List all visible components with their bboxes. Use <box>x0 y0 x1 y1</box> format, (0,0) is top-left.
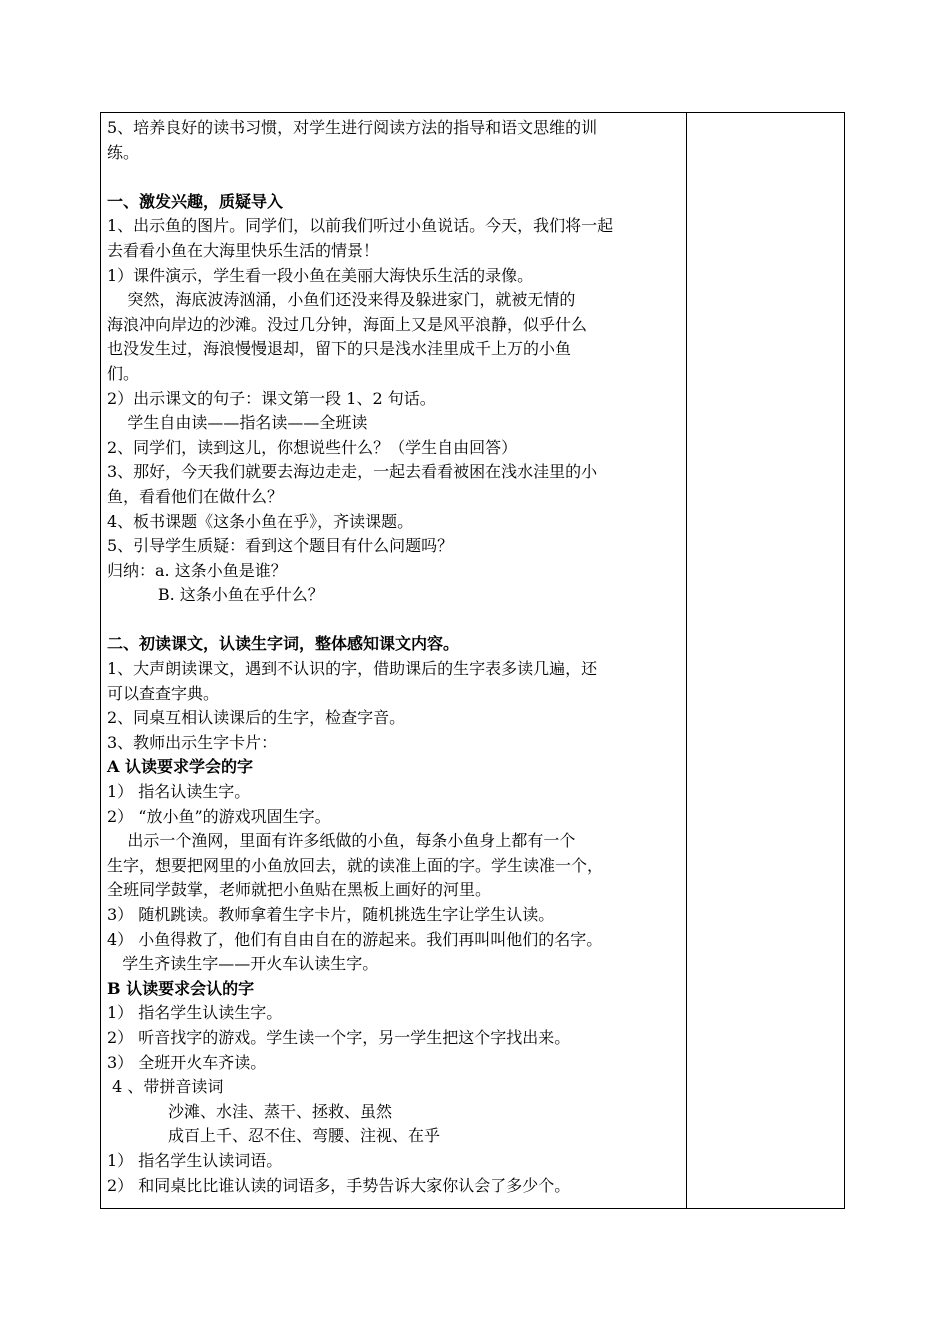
text-line: 4 、带拼音读词 <box>107 1077 224 1097</box>
text-line: 生字，想要把网里的小鱼放回去，就的读准上面的字。学生读准一个， <box>107 855 604 875</box>
text-line: 全班同学鼓掌，老师就把小鱼贴在黑板上画好的河里。 <box>107 880 492 900</box>
text-line: 4、板书课题《这条小鱼在乎》，齐读课题。 <box>107 511 414 531</box>
text-line: 海浪冲向岸边的沙滩。没过几分钟，海面上又是风平浪静，似乎什么 <box>107 314 588 334</box>
text-line: 5、引导学生质疑：看到这个题目有什么问题吗？ <box>107 536 454 556</box>
text-line: 1） 指名学生认读生字。 <box>107 1003 283 1023</box>
section-heading: 二、初读课文，认读生字词，整体感知课文内容。 <box>107 634 460 654</box>
text-line: 出示一个渔网，里面有许多纸做的小鱼，每条小鱼身上都有一个 <box>107 831 576 851</box>
text-line: 3、那好，今天我们就要去海边走走，一起去看看被困在浅水洼里的小 <box>107 462 598 482</box>
section-heading: A 认读要求学会的字 <box>107 757 253 777</box>
text-line: 1、大声朗读课文，遇到不认识的字，借助课后的生字表多读几遍，还 <box>107 659 598 679</box>
text-line: 成百上千、忍不住、弯腰、注视、在乎 <box>107 1126 441 1146</box>
text-line: 3、教师出示生字卡片： <box>107 732 278 752</box>
text-line: 2、同学们，读到这儿，你想说些什么？（学生自由回答） <box>107 437 518 457</box>
lesson-content-cell <box>107 116 682 1198</box>
lesson-plan-table <box>100 112 845 1209</box>
section-heading: B 认读要求会认的字 <box>107 978 255 998</box>
text-line: 5、培养良好的读书习惯，对学生进行阅读方法的指导和语文思维的训 <box>107 118 598 137</box>
text-line: 沙滩、水洼、蒸干、拯救、虽然 <box>107 1101 393 1121</box>
text-line: 2） 和同桌比比谁认读的词语多，手势告诉大家你认会了多少个。 <box>107 1175 571 1195</box>
text-line: 3） 全班开火车齐读。 <box>107 1052 267 1072</box>
text-line: B. 这条小鱼在乎什么？ <box>107 585 324 605</box>
text-line: 2） 听音找字的游戏。学生读一个字，另一学生把这个字找出来。 <box>107 1027 571 1047</box>
section-heading: 一、激发兴趣，质疑导入 <box>107 191 284 211</box>
text-line: 归纳：a. 这条小鱼是谁？ <box>107 560 287 580</box>
text-line: 练。 <box>107 142 140 162</box>
text-line: 2、同桌互相认读课后的生字，检查字音。 <box>107 708 406 728</box>
text-line: 学生齐读生字——开火车认读生字。 <box>107 954 379 974</box>
text-line: 们。 <box>107 363 140 383</box>
text-line: 3） 随机跳读。教师拿着生字卡片，随机挑选生字让学生认读。 <box>107 905 555 924</box>
text-line: 学生自由读——指名读——全班读 <box>107 413 368 433</box>
text-line: 可以查查字典。 <box>107 683 220 703</box>
text-line: 2）出示课文的句子：课文第一段 1、2 句话。 <box>107 388 436 408</box>
text-line: 1） 指名认读生字。 <box>107 782 251 802</box>
text-line: 2） “放小鱼”的游戏巩固生字。 <box>107 806 331 826</box>
blank-line <box>107 608 682 633</box>
text-line: 突然，海底波涛汹涌，小鱼们还没来得及躲进家门，就被无情的 <box>107 290 576 310</box>
notes-cell <box>687 113 844 1208</box>
text-line: 1）课件演示，学生看一段小鱼在美丽大海快乐生活的录像。 <box>107 265 534 285</box>
blank-line <box>107 165 682 190</box>
text-line: 去看看小鱼在大海里快乐生活的情景！ <box>107 240 380 260</box>
text-line: 鱼，看看他们在做什么？ <box>107 486 284 506</box>
text-line: 4） 小鱼得救了，他们有自由自在的游起来。我们再叫叫他们的名字。 <box>107 929 603 949</box>
text-line: 1、出示鱼的图片。同学们，以前我们听过小鱼说话。今天，我们将一起 <box>107 216 614 236</box>
text-line: 1） 指名学生认读词语。 <box>107 1150 283 1170</box>
text-line: 也没发生过，海浪慢慢退却，留下的只是浅水洼里成千上万的小鱼 <box>107 339 572 359</box>
